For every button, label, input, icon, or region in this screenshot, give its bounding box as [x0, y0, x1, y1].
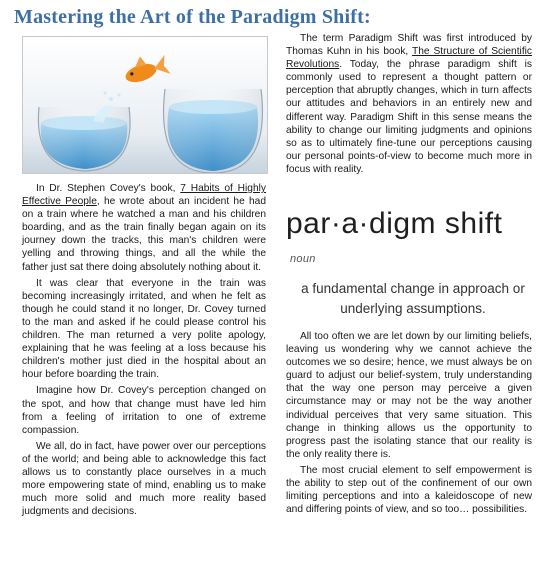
right-column-bottom	[286, 330, 532, 516]
right-paragraph-3: The most crucial element to self empowerment is the ability to step out of the confinement of our own limiting perceptions and into a kaleidoscope of new and differing points of view, and so too… possibilities.	[286, 464, 532, 516]
right-paragraph-1: The term Paradigm Shift was first introduced by Thomas Kuhn in his book, The Structure of Scientific Revolutions. Today, the phrase paradigm shift is commonly used to represent a thought pattern or perception that abruptly changes, which in turn affects our attitudes and behaviors in an entirely new and different way. Paradigm Shift in this sense means the ability to change our limiting judgments and opinions so as to ultimately fine-tune our perceptions causing our personal points-of-view to become much more in focus with reality.	[286, 33, 533, 175]
book-title-structure: The Structure of Scientific Revolutions	[286, 46, 533, 71]
definition-word: par·a·digm shift	[286, 207, 503, 240]
left-paragraph-3: Imagine how Dr. Covey's perception changed on the spot, and how that change must have led him from a feeling of irritation to one of extreme compassion.	[22, 385, 266, 436]
goldfish-jump-image	[22, 36, 268, 174]
left-paragraph-4: We all, do in fact, have power over our perceptions of the world; and being able to acknowledge this fact allows us to constantly place ourselves in a much more empowering state of mind, enabling us to make much more solid and much more reality based judgments and decisions.	[22, 440, 266, 518]
definition-meaning: a fundamental change in approach or underlying assumptions.	[301, 281, 525, 316]
left-paragraph-2: It was clear that everyone in the train was becoming increasingly irritated, and when he felt as though he could stand it no longer, Dr. Covey turned to the man and asked if he could please control his children. The man returned a very polite apology, explaining that he was feeling at a loss because his children's mother just died in the hospital about an hour before boarding the train.	[22, 277, 266, 381]
definition-part-of-speech: noun	[290, 253, 316, 265]
left-paragraph-1: In Dr. Stephen Covey's book, 7 Habits of Highly Effective People, he wrote about an incident he had on a train where he watched a man and his children boarding, and as the train finally began again on its journey down the tracks, this man's children were yelling and throwing things, and all the while the father just sat there doing absolutely nothing about it.	[22, 183, 267, 273]
book-title-7-habits: 7 Habits of Highly Effective People	[22, 183, 266, 208]
article-title: Mastering the Art of the Paradigm Shift:	[14, 6, 371, 28]
right-column-top	[286, 32, 532, 176]
right-paragraph-2: All too often we are let down by our limiting beliefs, leaving us wondering why we cannot achieve the outcomes we so desire; hence, we must always be on guard to adjust our belief-system, truly understanding that the way one person may perceive a given circumstance may or may not be the way another individual perceives that very same situation. This change in thinking allows us the opportunity to progress past the isolating stance that our reality is the only reality there is.	[286, 331, 532, 460]
left-column	[22, 182, 266, 518]
